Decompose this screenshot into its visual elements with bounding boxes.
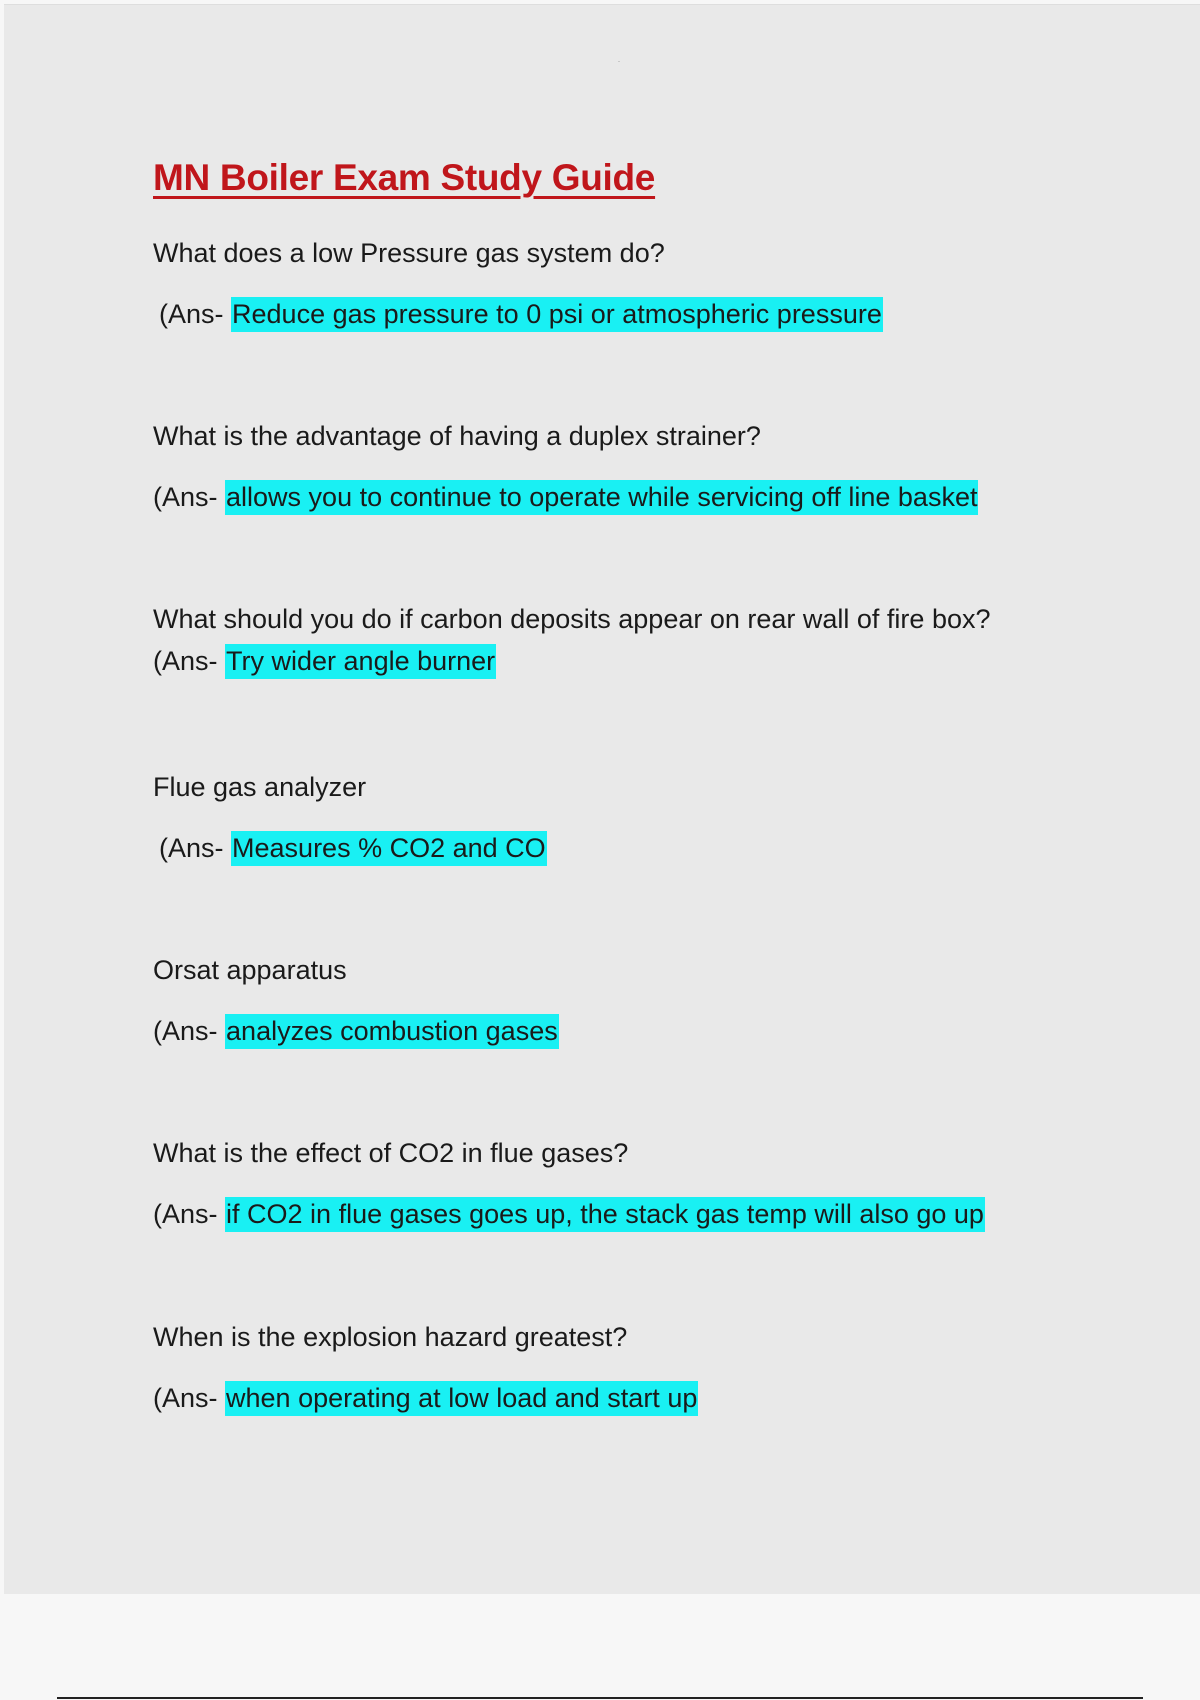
page-title: MN Boiler Exam Study Guide — [153, 157, 656, 198]
answer-line — [153, 477, 978, 517]
qa-item-1 — [153, 237, 883, 334]
qa-item-7 — [153, 1321, 698, 1418]
footer-divider — [57, 1697, 1143, 1699]
scan-speck — [618, 61, 620, 62]
answer-highlight: Try wider angle burner — [225, 644, 496, 679]
document-page — [4, 4, 1200, 1594]
answer-highlight: Measures % CO2 and CO — [231, 831, 547, 866]
question-text: Flue gas analyzer — [153, 772, 367, 802]
answer-line — [153, 641, 991, 681]
question-text: What is the advantage of having a duplex strainer? — [153, 421, 761, 451]
question-text: When is the explosion hazard greatest? — [153, 1322, 628, 1352]
answer-prefix: (Ans- — [153, 1016, 218, 1046]
answer-prefix: (Ans- — [159, 833, 224, 863]
answer-line — [153, 1194, 985, 1234]
answer-highlight: analyzes combustion gases — [225, 1014, 559, 1049]
answer-highlight: Reduce gas pressure to 0 psi or atmospheric pressure — [231, 297, 883, 332]
answer-prefix: (Ans- — [159, 299, 224, 329]
question-text: What should you do if carbon deposits appear on rear wall of fire box? — [153, 604, 991, 634]
answer-highlight: allows you to continue to operate while servicing off line basket — [225, 480, 978, 515]
answer-prefix: (Ans- — [153, 1383, 218, 1413]
question-text: What does a low Pressure gas system do? — [153, 238, 665, 268]
qa-item-3 — [153, 603, 991, 681]
answer-prefix: (Ans- — [153, 646, 218, 676]
question-text: Orsat apparatus — [153, 955, 347, 985]
answer-prefix: (Ans- — [153, 1199, 218, 1229]
answer-line — [153, 294, 883, 334]
answer-highlight: when operating at low load and start up — [225, 1381, 698, 1416]
answer-prefix: (Ans- — [153, 482, 218, 512]
answer-line — [153, 1378, 698, 1418]
qa-item-4 — [153, 771, 547, 868]
answer-highlight: if CO2 in flue gases goes up, the stack gas temp will also go up — [225, 1197, 985, 1232]
qa-item-6 — [153, 1137, 985, 1234]
qa-item-5 — [153, 954, 559, 1051]
answer-line — [153, 1011, 559, 1051]
answer-line — [153, 828, 547, 868]
qa-item-2 — [153, 420, 978, 517]
question-text: What is the effect of CO2 in flue gases? — [153, 1138, 629, 1168]
